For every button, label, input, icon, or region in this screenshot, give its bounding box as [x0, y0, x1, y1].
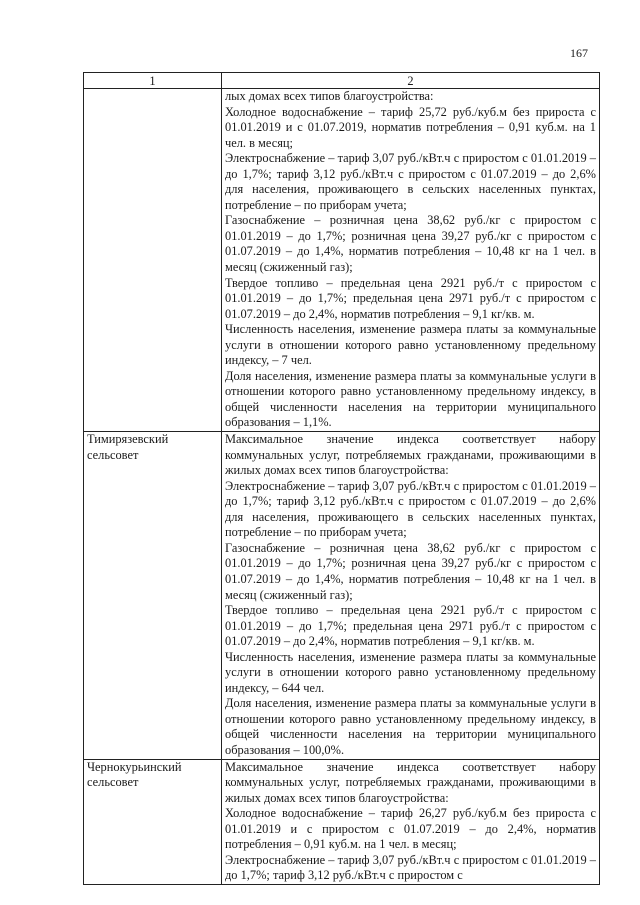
- municipality-cell: [84, 759, 222, 884]
- description-cell: [222, 759, 600, 884]
- paragraph: Холодное водоснабжение – тариф 26,27 руб./куб.м без прироста с 01.01.2019 и с приростом с 01.07.2019 – до 2,4%, норматив потребления – 0,91 куб.м. на 1 чел. в месяц;: [225, 806, 596, 852]
- paragraph: Электроснабжение – тариф 3,07 руб./кВт.ч с приростом с 01.01.2019 – до 1,7%; тариф 3,12 руб./кВт.ч с приростом с 01.07.2019 – до 2,6% для населения, проживающего в сельских населенных пунктах, потребление – по приборам учета;: [225, 151, 596, 212]
- paragraph: лых домах всех типов благоустройства:: [225, 89, 434, 103]
- municipality-name: Тимирязевский: [87, 432, 169, 447]
- table-row: [84, 759, 600, 884]
- paragraph: Максимальное значение индекса соответствует набору коммунальных услуг, потребляемых гражданами, проживающими в жилых домах всех типов благоустройства:: [225, 759, 596, 805]
- paragraph: Численность населения, изменение размера платы за коммунальные услуги в отношении которого равно установленному предельному индексу, – 7 чел.: [225, 322, 596, 368]
- paragraph: Численность населения, изменение размера платы за коммунальные услуги в отношении которого равно установленному предельному индексу, – 644 чел.: [225, 649, 596, 695]
- table-row: [84, 432, 600, 759]
- municipality-cell: [84, 432, 222, 759]
- document-table: [83, 72, 600, 885]
- municipality-type: сельсовет: [87, 775, 139, 790]
- paragraph: Твердое топливо – предельная цена 2921 руб./т с приростом с 01.01.2019 – до 1,7%; предельная цена 2971 руб./т с приростом с 01.07.2019 – до 2,4%, норматив потребления – 9,1 кг/кв. м.: [225, 603, 596, 649]
- description-cell: [222, 89, 600, 432]
- page-number: 167: [570, 46, 588, 60]
- paragraph: Газоснабжение – розничная цена 38,62 руб./кг с приростом с 01.01.2019 – до 1,7%; розничная цена 39,27 руб./кг с приростом с 01.07.2019 – до 1,4%, норматив потребления – 10,48 кг на 1 чел. в месяц (сжиженный газ);: [225, 213, 596, 275]
- paragraph: Максимальное значение индекса соответствует набору коммунальных услуг, потребляемых гражданами, проживающими в жилых домах всех типов благоустройства:: [225, 432, 596, 478]
- municipality-type: сельсовет: [87, 447, 139, 462]
- paragraph: Холодное водоснабжение – тариф 25,72 руб./куб.м без прироста с 01.01.2019 и с 01.07.2019, норматив потребления – 0,91 куб.м. на 1 чел. в месяц;: [225, 104, 596, 150]
- table-row: [84, 89, 600, 432]
- paragraph: Твердое топливо – предельная цена 2921 руб./т с приростом с 01.01.2019 – до 1,7%; предельная цена 2971 руб./т с приростом с 01.07.2019 – до 2,4%, норматив потребления – 9,1 кг/кв. м.: [225, 275, 596, 321]
- paragraph: Доля населения, изменение размера платы за коммунальные услуги в отношении которого равно установленному предельному индексу, в общей численности населения на территории муниципального образования – 1,1%.: [225, 368, 596, 430]
- column-header-2: 2: [222, 73, 600, 89]
- column-header-1: 1: [84, 73, 222, 89]
- paragraph: Электроснабжение – тариф 3,07 руб./кВт.ч с приростом с 01.01.2019 – до 1,7%; тариф 3,12 руб./кВт.ч с приростом с: [225, 852, 596, 883]
- municipality-name: Чернокурьинский: [87, 759, 182, 774]
- table-header-row: [84, 73, 600, 89]
- paragraph: Электроснабжение – тариф 3,07 руб./кВт.ч с приростом с 01.01.2019 – до 1,7%; тариф 3,12 руб./кВт.ч с приростом с 01.07.2019 – до 2,6% для населения, проживающего в сельских населенных пунктах, потребление – по приборам учета;: [225, 478, 596, 540]
- municipality-cell-empty: [84, 89, 222, 432]
- description-cell: [222, 432, 600, 759]
- paragraph: Доля населения, изменение размера платы за коммунальные услуги в отношении которого равно установленному предельному индексу, в общей численности населения на территории муниципального образования – 100,0%.: [225, 696, 596, 757]
- paragraph: Газоснабжение – розничная цена 38,62 руб./кг с приростом с 01.01.2019 – до 1,7%; розничная цена 39,27 руб./кг с приростом с 01.07.2019 – до 1,4%, норматив потребления – 10,48 кг на 1 чел. в месяц (сжиженный газ);: [225, 540, 596, 602]
